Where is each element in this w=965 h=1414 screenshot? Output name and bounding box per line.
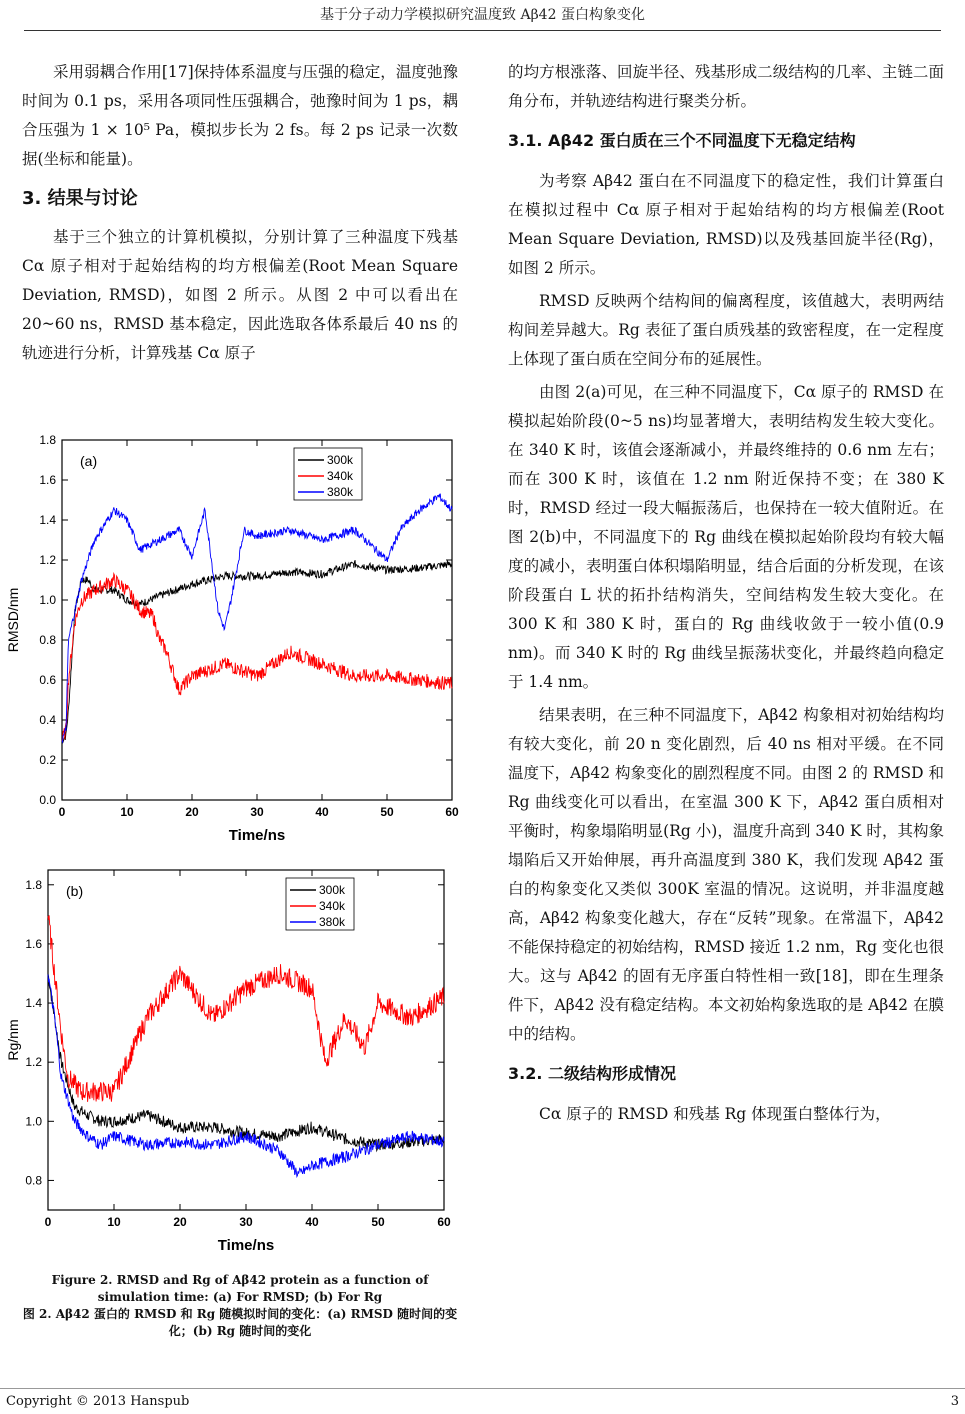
panel-label: (a) (80, 453, 98, 469)
x-tick-label: 60 (437, 1215, 451, 1229)
legend-label-300k: 300k (319, 883, 346, 897)
series-line-340k (62, 574, 452, 742)
y-tick-label: 0.8 (25, 1173, 42, 1188)
legend-label-380k: 380k (319, 915, 346, 929)
figure-2a-rmsd (0, 428, 480, 858)
x-tick-label: 30 (250, 805, 264, 819)
legend-label-380k: 380k (327, 485, 354, 499)
right-paragraph-5: Cα 原子的 RMSD 和残基 Rg 体现蛋白整体行为， (539, 1105, 891, 1123)
header-rule (24, 30, 941, 31)
x-axis-label: Time/ns (228, 827, 286, 844)
left-column (22, 58, 458, 372)
subsection-3-2-heading: 3.2. 二级结构形成情况 (508, 1064, 676, 1083)
figure-caption (22, 1272, 458, 1340)
right-paragraph-3: 由图 2(a)可见，在三种不同温度下，Cα 原子的 RMSD 在模拟起始阶段(0~5 ns)均显著增大，表明结构发生较大变化。在 340 K 时，该值会逐渐减小，并最终维持的 0.6 nm 左右；而在 300 K 时，该值在 1.2 nm 附近保持不变；在 380 K 时，RMSD 经过一段大幅振荡后，也保持在一较大值附近。在图 2(b)中，不同温度下的 Rg 曲线在模拟起始阶段均有较大幅度的减小，表明蛋白体积塌陷明显，结合后面的分析发现，在该阶段蛋白 L 状的拓扑结构消失，空间结构发生较大变化。在 300 K 和 380 K 时，蛋白的 Rg 曲线收敛于一较小值(0.9 nm)。而 340 K 时的 Rg 曲线呈振荡状变化，并最终趋向稳定于 1.4 nm。 (508, 383, 944, 691)
x-tick-label: 0 (58, 805, 66, 819)
page-number: 3 (950, 1394, 959, 1409)
y-tick-label: 0.8 (39, 633, 56, 647)
y-tick-label: 1.6 (25, 936, 42, 951)
x-tick-label: 30 (239, 1215, 253, 1229)
series-line-340k (48, 915, 444, 1102)
plot-frame (62, 440, 452, 800)
x-tick-label: 10 (120, 805, 134, 819)
footer-copyright: Copyright © 2013 Hanspub (6, 1394, 190, 1409)
x-axis-label: Time/ns (217, 1237, 275, 1254)
y-tick-label: 0.6 (39, 673, 56, 687)
y-tick-label: 1.0 (25, 1114, 42, 1129)
section-3-heading: 3. 结果与讨论 (22, 188, 138, 209)
right-column (508, 58, 944, 1133)
x-tick-label: 40 (315, 805, 329, 819)
right-paragraph-1: 为考察 Aβ42 蛋白在不同温度下的稳定性，我们计算蛋白在模拟过程中 Cα 原子相对于起始结构的均方根偏差(Root Mean Square Deviation, RMSD)以及残基回旋半径(Rg)，如图 2 所示。 (508, 172, 944, 277)
y-tick-label: 1.0 (39, 593, 56, 607)
y-tick-label: 1.2 (25, 1055, 42, 1070)
y-tick-label: 0.4 (39, 713, 56, 727)
x-tick-label: 20 (173, 1215, 187, 1229)
running-title: 基于分子动力学模拟研究温度致 Aβ42 蛋白构象变化 (320, 7, 645, 23)
left-paragraph-2: 基于三个独立的计算机模拟，分别计算了三种温度下残基 Cα 原子相对于起始结构的均方根偏差(Root Mean Square Deviation, RMSD)，如图 2 所示。从图 2 中可以看出在 20~60 ns，RMSD 基本稳定，因此选取各体系最后 40 ns 的轨迹进行分析，计算残基 Cα 原子 (22, 228, 458, 362)
x-tick-label: 50 (371, 1215, 385, 1229)
left-paragraph-1: 采用弱耦合作用[17]保持体系温度与压强的稳定，温度弛豫时间为 0.1 ps，采用各项同性压强耦合，弛豫时间为 1 ps，耦合压强为 1 × 10⁵ Pa，模拟步长为 2 fs。每 2 ps 记录一次数据(坐标和能量)。 (22, 63, 458, 168)
y-tick-label: 1.8 (25, 877, 42, 892)
y-tick-label: 1.4 (39, 513, 56, 527)
legend-label-340k: 340k (327, 469, 354, 483)
legend-label-340k: 340k (319, 899, 346, 913)
subsection-3-1-heading: 3.1. Aβ42 蛋白质在三个不同温度下无稳定结构 (508, 131, 856, 150)
x-tick-label: 20 (185, 805, 199, 819)
y-tick-label: 1.4 (25, 996, 42, 1011)
legend-label-300k: 300k (327, 453, 354, 467)
x-tick-label: 50 (380, 805, 394, 819)
y-tick-label: 0.0 (39, 793, 56, 807)
right-paragraph-2: RMSD 反映两个结构间的偏离程度，该值越大，表明两结构间差异越大。Rg 表征了蛋白质残基的致密程度，在一定程度上体现了蛋白质在空间分布的延展性。 (508, 292, 944, 368)
figure-2b-rg (0, 860, 480, 1270)
figure-caption-en: Figure 2. RMSD and Rg of Aβ42 protein as a function of simulation time: (a) For RMSD; (b) For Rg (51, 1273, 429, 1304)
x-tick-label: 60 (445, 805, 459, 819)
y-tick-label: 1.8 (39, 433, 56, 447)
x-tick-label: 0 (44, 1215, 52, 1229)
y-axis-label: Rg/nm (5, 1019, 21, 1061)
plot-frame (48, 870, 444, 1210)
y-tick-label: 0.2 (39, 753, 56, 767)
y-axis-label: RMSD/nm (5, 587, 21, 653)
series-line-380k (62, 494, 452, 742)
y-tick-label: 1.2 (39, 553, 56, 567)
y-tick-label: 1.6 (39, 473, 56, 487)
panel-label: (b) (66, 883, 84, 899)
right-paragraph-4: 结果表明，在三种不同温度下，Aβ42 构象相对初始结构均有较大变化，前 20 n 变化剧烈，后 40 ns 相对平缓。在不同温度下，Aβ42 构象变化的剧烈程度不同。由图 2 的 RMSD 和 Rg 曲线变化可以看出，在室温 300 K 下，Aβ42 蛋白质相对平衡时，构象塌陷明显(Rg 小)，温度升高到 340 K 时，其构象塌陷后又开始伸展，再升高温度到 380 K，我们发现 Aβ42 蛋白的构象变化又类似 300K 室温的情况。这说明，并非温度越高，Aβ42 构象变化越大，存在“反转”现象。在常温下，Aβ42 不能保持稳定的初始结构，RMSD 接近 1.2 nm，Rg 变化也很大。这与 Aβ42 的固有无序蛋白特性相一致[18]，即在生理条件下，Aβ42 没有稳定结构。本文初始构象选取的是 Aβ42 在膜中的结构。 (508, 706, 944, 1043)
series-line-300k (48, 974, 444, 1151)
footer-rule (0, 1388, 965, 1389)
x-tick-label: 10 (107, 1215, 121, 1229)
right-paragraph-0: 的均方根涨落、回旋半径、残基形成二级结构的几率、主链二面角分布，并轨迹结构进行聚类分析。 (508, 63, 944, 110)
figure-caption-zh: 图 2. Aβ42 蛋白的 RMSD 和 Rg 随模拟时间的变化：(a) RMSD 随时间的变化；(b) Rg 随时间的变化 (22, 1307, 458, 1338)
x-tick-label: 40 (305, 1215, 319, 1229)
